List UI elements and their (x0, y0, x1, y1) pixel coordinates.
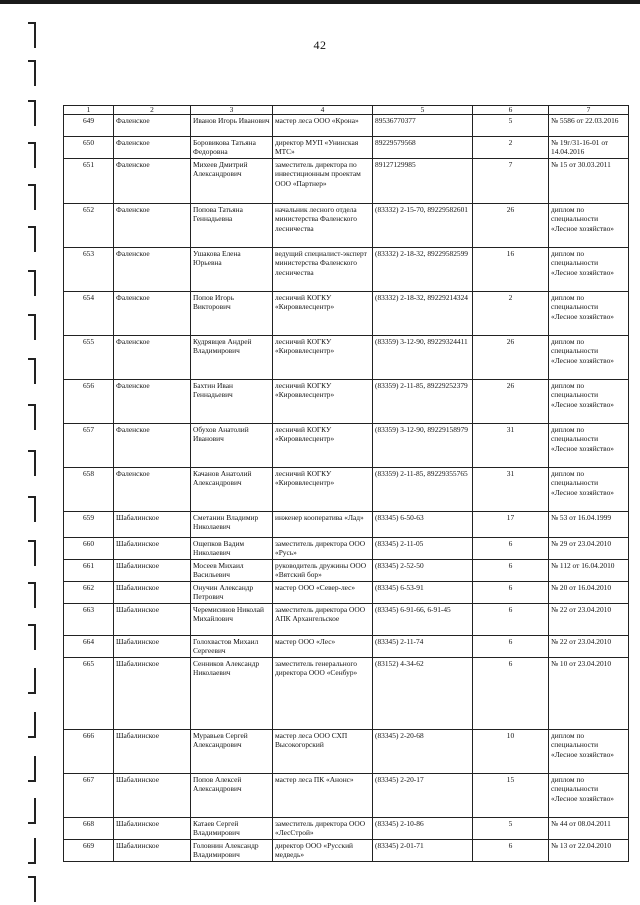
experience-cell: 17 (473, 512, 549, 538)
margin-mark (34, 184, 36, 210)
district-cell: Шабалинское (114, 774, 191, 818)
phone-cell: (83359) 2-11-85, 89229355765 (373, 468, 473, 512)
name-cell: Ощепков Вадим Николаевич (191, 538, 273, 560)
phone-cell: 89127129985 (373, 159, 473, 204)
table-row (64, 582, 629, 604)
margin-mark (34, 798, 36, 824)
document-cell: № 29 от 23.04.2010 (549, 538, 629, 560)
row-number: 662 (64, 582, 114, 604)
row-number: 667 (64, 774, 114, 818)
scan-top-edge (0, 0, 640, 4)
row-number: 652 (64, 204, 114, 248)
column-header: 1 (64, 106, 114, 115)
name-cell: Иванов Игорь Иванович (191, 115, 273, 137)
phone-cell: (83345) 2-20-17 (373, 774, 473, 818)
margin-mark (34, 450, 36, 476)
table-row (64, 774, 629, 818)
district-cell: Фаленское (114, 292, 191, 336)
document-cell: диплом по специальности «Лесное хозяйство» (549, 774, 629, 818)
position-cell: начальник лесного отдела министерства Фаленского лесничества (273, 204, 373, 248)
column-header: 6 (473, 106, 549, 115)
table-row (64, 512, 629, 538)
name-cell: Сенников Александр Николаевич (191, 658, 273, 730)
margin-mark (34, 838, 36, 864)
name-cell: Катаев Сергей Владимирович (191, 818, 273, 840)
document-cell: № 22 от 23.04.2010 (549, 604, 629, 636)
name-cell: Онучин Александр Петрович (191, 582, 273, 604)
experience-cell: 2 (473, 137, 549, 159)
row-number: 656 (64, 380, 114, 424)
document-cell: диплом по специальности «Лесное хозяйство» (549, 336, 629, 380)
document-cell: № 20 от 16.04.2010 (549, 582, 629, 604)
district-cell: Шабалинское (114, 538, 191, 560)
district-cell: Фаленское (114, 336, 191, 380)
document-cell: диплом по специальности «Лесное хозяйство» (549, 204, 629, 248)
margin-mark (34, 142, 36, 168)
table-row (64, 380, 629, 424)
margin-mark (34, 756, 36, 782)
registry-table (63, 105, 629, 862)
position-cell: директор ООО «Русский медведь» (273, 840, 373, 862)
experience-cell: 31 (473, 424, 549, 468)
experience-cell: 6 (473, 582, 549, 604)
column-header: 2 (114, 106, 191, 115)
position-cell: заместитель генерального директора ООО «Сенбур» (273, 658, 373, 730)
margin-mark (34, 314, 36, 340)
name-cell: Попов Игорь Викторович (191, 292, 273, 336)
row-number: 669 (64, 840, 114, 862)
document-cell: диплом по специальности «Лесное хозяйство» (549, 248, 629, 292)
phone-cell: (83359) 3-12-90, 89229158979 (373, 424, 473, 468)
name-cell: Черемисинов Николай Михайлович (191, 604, 273, 636)
phone-cell: (83345) 6-53-91 (373, 582, 473, 604)
name-cell: Бахтин Иван Геннадьевич (191, 380, 273, 424)
position-cell: руководитель дружины ООО «Вятский бор» (273, 560, 373, 582)
experience-cell: 31 (473, 468, 549, 512)
district-cell: Фаленское (114, 468, 191, 512)
document-cell: № 44 от 08.04.2011 (549, 818, 629, 840)
row-number: 653 (64, 248, 114, 292)
margin-mark (34, 60, 36, 86)
phone-cell: (83332) 2-18-32, 89229214324 (373, 292, 473, 336)
margin-mark (34, 404, 36, 430)
row-number: 668 (64, 818, 114, 840)
position-cell: мастер ООО «Север-лес» (273, 582, 373, 604)
phone-cell: (83345) 2-11-74 (373, 636, 473, 658)
document-cell: диплом по специальности «Лесное хозяйство» (549, 380, 629, 424)
district-cell: Фаленское (114, 204, 191, 248)
district-cell: Шабалинское (114, 658, 191, 730)
phone-cell: (83359) 2-11-85, 89229252379 (373, 380, 473, 424)
phone-cell: (83345) 2-01-71 (373, 840, 473, 862)
margin-mark (34, 270, 36, 296)
district-cell: Фаленское (114, 380, 191, 424)
name-cell: Головнин Александр Владимирович (191, 840, 273, 862)
position-cell: лесничий КОГКУ «Кироввлесцентр» (273, 468, 373, 512)
position-cell: инженер кооператива «Лад» (273, 512, 373, 538)
phone-cell: (83345) 2-11-05 (373, 538, 473, 560)
document-cell: № 53 от 16.04.1999 (549, 512, 629, 538)
name-cell: Муравьев Сергей Александрович (191, 730, 273, 774)
district-cell: Фаленское (114, 248, 191, 292)
margin-mark (34, 496, 36, 522)
district-cell: Шабалинское (114, 730, 191, 774)
document-cell: диплом по специальности «Лесное хозяйство» (549, 424, 629, 468)
table-row (64, 115, 629, 137)
table-row (64, 658, 629, 730)
experience-cell: 15 (473, 774, 549, 818)
row-number: 666 (64, 730, 114, 774)
experience-cell: 6 (473, 604, 549, 636)
phone-cell: 89229579568 (373, 137, 473, 159)
table-row (64, 560, 629, 582)
district-cell: Шабалинское (114, 840, 191, 862)
document-cell: № 112 от 16.04.2010 (549, 560, 629, 582)
table-row (64, 137, 629, 159)
column-header: 7 (549, 106, 629, 115)
table-header-row (64, 106, 629, 115)
margin-mark (34, 876, 36, 902)
row-number: 657 (64, 424, 114, 468)
district-cell: Шабалинское (114, 818, 191, 840)
margin-mark (34, 668, 36, 694)
position-cell: заместитель директора по инвестиционным проектам ООО «Партнер» (273, 159, 373, 204)
name-cell: Кудрявцев Андрей Владимирович (191, 336, 273, 380)
row-number: 649 (64, 115, 114, 137)
table-row (64, 730, 629, 774)
experience-cell: 2 (473, 292, 549, 336)
margin-mark (34, 582, 36, 608)
row-number: 654 (64, 292, 114, 336)
name-cell: Качанов Анатолий Александрович (191, 468, 273, 512)
name-cell: Попова Татьяна Геннадьевна (191, 204, 273, 248)
document-cell: № 5586 от 22.03.2016 (549, 115, 629, 137)
phone-cell: (83345) 6-91-66, 6-91-45 (373, 604, 473, 636)
experience-cell: 7 (473, 159, 549, 204)
table-row (64, 636, 629, 658)
phone-cell: (83332) 2-15-70, 89229582601 (373, 204, 473, 248)
experience-cell: 26 (473, 204, 549, 248)
margin-mark (34, 624, 36, 650)
document-cell: № 22 от 23.04.2010 (549, 636, 629, 658)
position-cell: заместитель директора ООО «ЛесСтрой» (273, 818, 373, 840)
name-cell: Боровикова Татьяна Федоровна (191, 137, 273, 159)
table-row (64, 840, 629, 862)
margin-mark (34, 358, 36, 384)
experience-cell: 5 (473, 115, 549, 137)
experience-cell: 26 (473, 380, 549, 424)
district-cell: Шабалинское (114, 636, 191, 658)
position-cell: лесничий КОГКУ «Кироввлесцентр» (273, 292, 373, 336)
table-row (64, 336, 629, 380)
phone-cell: (83345) 6-50-63 (373, 512, 473, 538)
district-cell: Шабалинское (114, 560, 191, 582)
row-number: 655 (64, 336, 114, 380)
row-number: 663 (64, 604, 114, 636)
district-cell: Шабалинское (114, 604, 191, 636)
table-row (64, 248, 629, 292)
district-cell: Шабалинское (114, 512, 191, 538)
phone-cell: 89536770377 (373, 115, 473, 137)
experience-cell: 6 (473, 636, 549, 658)
document-cell: диплом по специальности «Лесное хозяйство» (549, 730, 629, 774)
experience-cell: 6 (473, 840, 549, 862)
phone-cell: (83345) 2-52-50 (373, 560, 473, 582)
row-number: 651 (64, 159, 114, 204)
document-cell: № 13 от 22.04.2010 (549, 840, 629, 862)
name-cell: Попов Алексей Александрович (191, 774, 273, 818)
margin-mark (34, 22, 36, 48)
experience-cell: 6 (473, 560, 549, 582)
experience-cell: 6 (473, 538, 549, 560)
margin-mark (34, 226, 36, 252)
row-number: 659 (64, 512, 114, 538)
experience-cell: 5 (473, 818, 549, 840)
column-header: 3 (191, 106, 273, 115)
row-number: 665 (64, 658, 114, 730)
position-cell: лесничий КОГКУ «Кироввлесцентр» (273, 424, 373, 468)
table-row (64, 292, 629, 336)
page-number: 42 (313, 38, 327, 52)
margin-mark (34, 712, 36, 738)
name-cell: Голохвастов Михаил Сергеевич (191, 636, 273, 658)
name-cell: Ушакова Елена Юрьевна (191, 248, 273, 292)
position-cell: ведущий специалист-эксперт министерства Фаленского лесничества (273, 248, 373, 292)
district-cell: Фаленское (114, 137, 191, 159)
district-cell: Фаленское (114, 424, 191, 468)
table-row (64, 424, 629, 468)
name-cell: Обухов Анатолий Иванович (191, 424, 273, 468)
table-row (64, 204, 629, 248)
table-row (64, 604, 629, 636)
phone-cell: (83345) 2-20-68 (373, 730, 473, 774)
phone-cell: (83359) 3-12-90, 89229324411 (373, 336, 473, 380)
document-cell: № 10 от 23.04.2010 (549, 658, 629, 730)
table-row (64, 818, 629, 840)
table-row (64, 538, 629, 560)
position-cell: заместитель директора ООО «Русь» (273, 538, 373, 560)
position-cell: мастер леса ООО «Крона» (273, 115, 373, 137)
district-cell: Шабалинское (114, 582, 191, 604)
position-cell: мастер леса ПК «Анонс» (273, 774, 373, 818)
margin-mark (34, 540, 36, 566)
row-number: 664 (64, 636, 114, 658)
margin-mark (34, 100, 36, 126)
position-cell: заместитель директора ООО АПК Архангельское (273, 604, 373, 636)
phone-cell: (83345) 2-10-86 (373, 818, 473, 840)
position-cell: лесничий КОГКУ «Кироввлесцентр» (273, 336, 373, 380)
experience-cell: 26 (473, 336, 549, 380)
row-number: 650 (64, 137, 114, 159)
column-header: 5 (373, 106, 473, 115)
registry-table-container (63, 105, 629, 862)
column-header: 4 (273, 106, 373, 115)
document-cell: № 15 от 30.03.2011 (549, 159, 629, 204)
position-cell: мастер ООО «Лес» (273, 636, 373, 658)
document-cell: диплом по специальности «Лесное хозяйство» (549, 468, 629, 512)
row-number: 661 (64, 560, 114, 582)
phone-cell: (83152) 4-34-62 (373, 658, 473, 730)
document-cell: № 19г/31-16-01 от 14.04.2016 (549, 137, 629, 159)
phone-cell: (83332) 2-18-32, 89229582599 (373, 248, 473, 292)
position-cell: лесничий КОГКУ «Кироввлесцентр» (273, 380, 373, 424)
document-cell: диплом по специальности «Лесное хозяйство» (549, 292, 629, 336)
position-cell: мастер леса ООО СХП Высокогорский (273, 730, 373, 774)
district-cell: Фаленское (114, 115, 191, 137)
experience-cell: 10 (473, 730, 549, 774)
table-row (64, 159, 629, 204)
row-number: 658 (64, 468, 114, 512)
position-cell: директор МУП «Унинская МТС» (273, 137, 373, 159)
name-cell: Михеев Дмитрий Александрович (191, 159, 273, 204)
name-cell: Сметанин Владимир Николаевич (191, 512, 273, 538)
name-cell: Мосеев Михаил Васильевич (191, 560, 273, 582)
experience-cell: 6 (473, 658, 549, 730)
row-number: 660 (64, 538, 114, 560)
district-cell: Фаленское (114, 159, 191, 204)
table-row (64, 468, 629, 512)
experience-cell: 16 (473, 248, 549, 292)
